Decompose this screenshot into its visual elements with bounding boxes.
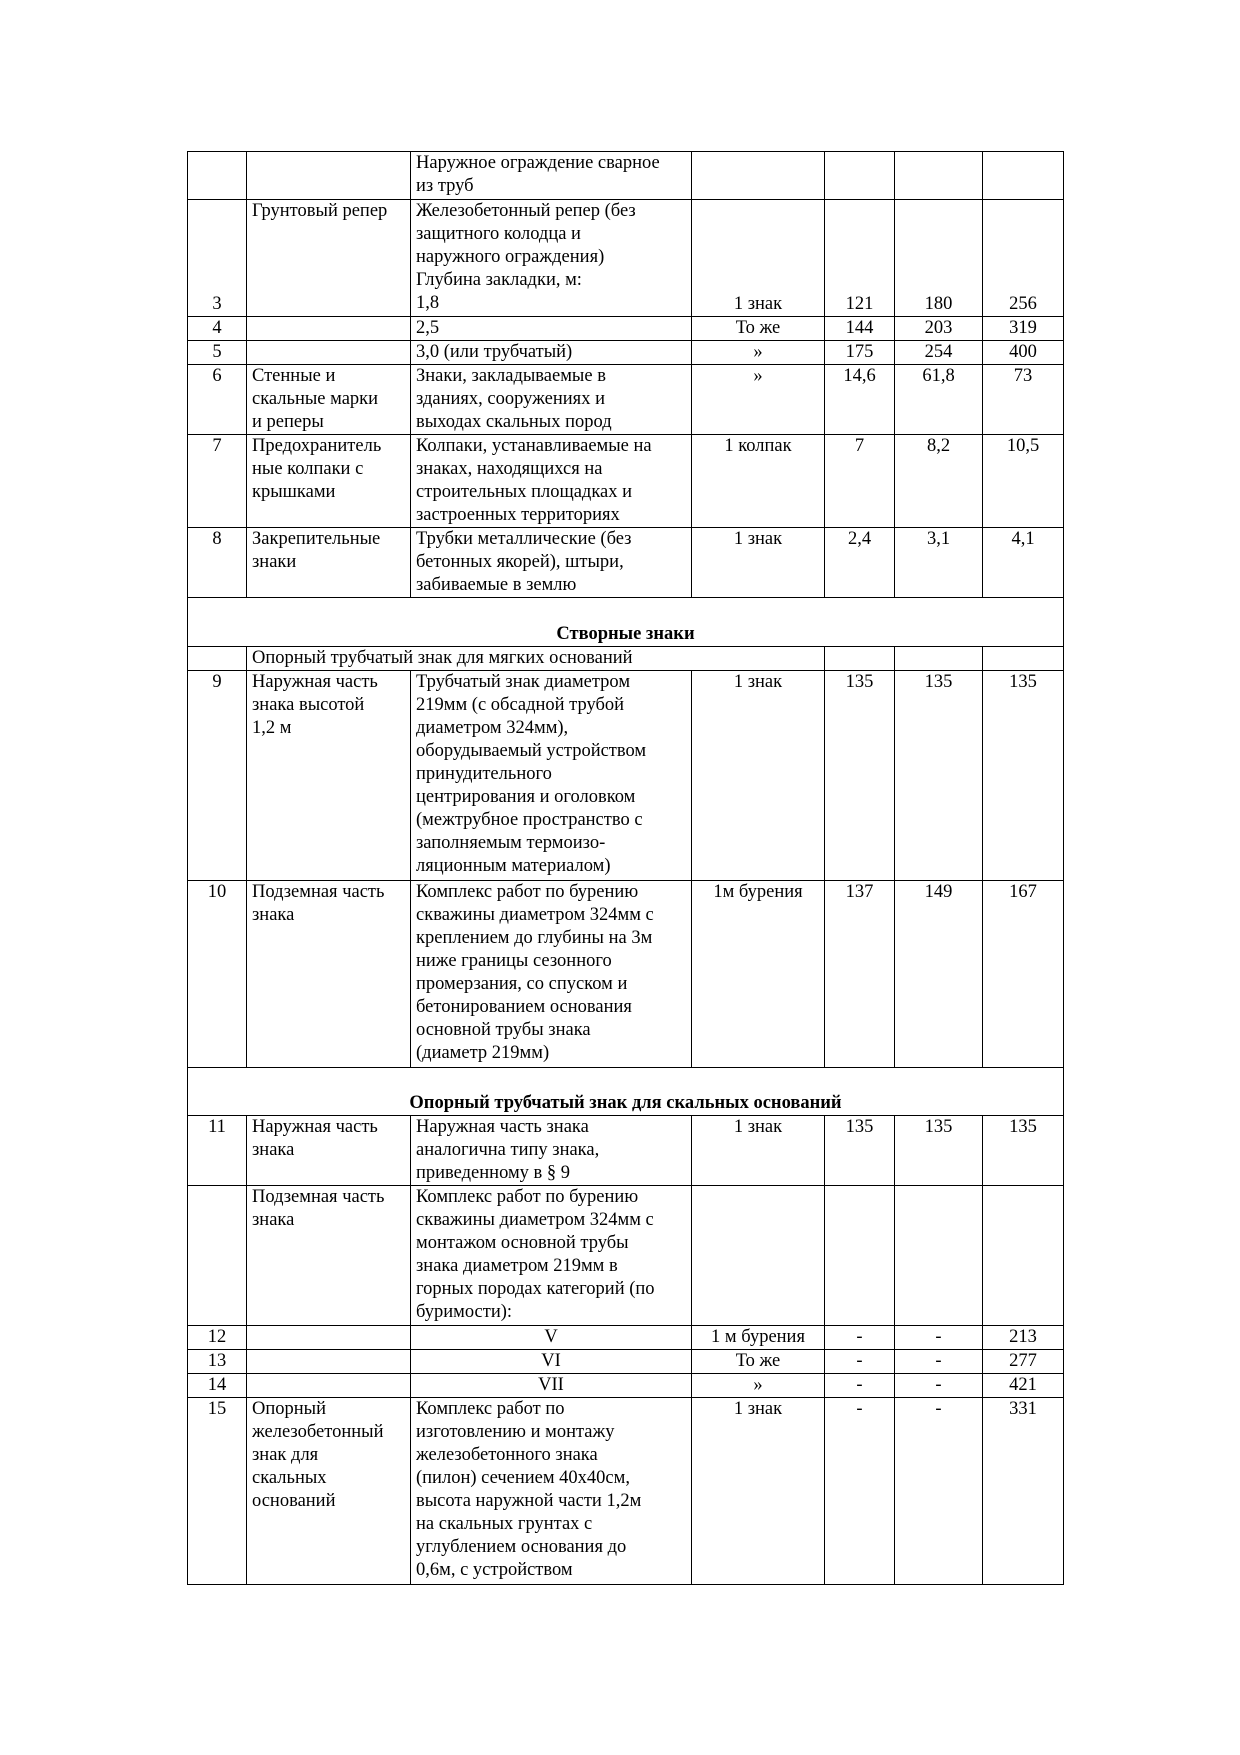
description-cell: Колпаки, устанавливаемые на знаках, находящихся на строительных площадках и застроенных территориях <box>411 435 692 528</box>
unit-cell: 1 колпак <box>692 435 825 528</box>
sign-type-cell: Грунтовый репер <box>247 200 411 317</box>
unit-cell: 1 знак <box>692 671 825 881</box>
unit-cell: 1 знак <box>692 1116 825 1186</box>
description-cell: V <box>411 1326 692 1350</box>
value-1-cell: 14,6 <box>825 365 895 435</box>
sign-type-cell: Наружная часть знака <box>247 1116 411 1186</box>
sign-type-cell: Подземная часть знака <box>247 881 411 1068</box>
value-2-cell: 8,2 <box>895 435 983 528</box>
value-1-cell <box>825 647 895 671</box>
table-row <box>188 671 1064 881</box>
unit-cell: » <box>692 365 825 435</box>
value-1-cell: 175 <box>825 341 895 365</box>
description-cell: Комплекс работ по бурению скважины диаметром 324мм с монтажом основной трубы знака диаметром 219мм в горных породах категорий (по буримости): <box>411 1186 692 1326</box>
value-3-cell: 4,1 <box>983 528 1064 598</box>
value-2-cell: - <box>895 1350 983 1374</box>
row-number-cell: 5 <box>188 341 247 365</box>
value-3-cell: 319 <box>983 317 1064 341</box>
value-1-cell: 2,4 <box>825 528 895 598</box>
value-2-cell <box>895 647 983 671</box>
description-cell: 2,5 <box>411 317 692 341</box>
table-row <box>188 152 1064 200</box>
row-number-cell: 9 <box>188 671 247 881</box>
row-number-cell: 8 <box>188 528 247 598</box>
value-1-cell: 7 <box>825 435 895 528</box>
description-cell: VII <box>411 1374 692 1398</box>
row-number-cell: 15 <box>188 1398 247 1585</box>
table-row <box>188 200 1064 317</box>
row-number-cell <box>188 152 247 200</box>
value-2-cell: 254 <box>895 341 983 365</box>
table-row <box>188 881 1064 1068</box>
description-cell: Трубчатый знак диаметром 219мм (с обсадной трубой диаметром 324мм), оборудываемый устройством принудительного центрирования и оголовком (межтрубное пространство с заполняемым термоизо- ляционным материалом) <box>411 671 692 881</box>
value-3-cell: 277 <box>983 1350 1064 1374</box>
sign-type-cell: Наружная часть знака высотой 1,2 м <box>247 671 411 881</box>
unit-cell: 1м бурения <box>692 881 825 1068</box>
value-3-cell <box>983 152 1064 200</box>
row-number-cell: 13 <box>188 1350 247 1374</box>
table-row <box>188 1398 1064 1585</box>
value-3-cell: 167 <box>983 881 1064 1068</box>
table-row <box>188 435 1064 528</box>
row-number-cell: 14 <box>188 1374 247 1398</box>
value-3-cell: 213 <box>983 1326 1064 1350</box>
sign-type-cell <box>247 1326 411 1350</box>
unit-cell: То же <box>692 1350 825 1374</box>
value-2-cell: 149 <box>895 881 983 1068</box>
description-cell: Комплекс работ по бурению скважины диаметром 324мм с креплением до глубины на 3м ниже границы сезонного промерзания, со спуском и бетонированием основания основной трубы знака (диаметр 219мм) <box>411 881 692 1068</box>
unit-cell: » <box>692 341 825 365</box>
sign-type-cell <box>247 1350 411 1374</box>
value-1-cell: 121 <box>825 200 895 317</box>
table-row <box>188 1116 1064 1186</box>
unit-cell: 1 знак <box>692 200 825 317</box>
sign-type-cell: Закрепительные знаки <box>247 528 411 598</box>
value-1-cell: 135 <box>825 671 895 881</box>
row-number-cell <box>188 647 247 671</box>
description-cell: 3,0 (или трубчатый) <box>411 341 692 365</box>
value-1-cell: 144 <box>825 317 895 341</box>
unit-cell: То же <box>692 317 825 341</box>
subheader-title: Опорный трубчатый знак для мягких оснований <box>247 647 825 671</box>
value-2-cell: - <box>895 1326 983 1350</box>
value-2-cell: 180 <box>895 200 983 317</box>
table-row <box>188 317 1064 341</box>
value-2-cell <box>895 152 983 200</box>
table-row <box>188 1186 1064 1326</box>
section-header-row <box>188 1068 1064 1116</box>
value-1-cell: - <box>825 1398 895 1585</box>
value-2-cell: - <box>895 1374 983 1398</box>
subheader-row <box>188 647 1064 671</box>
rates-table <box>187 151 1064 1585</box>
value-2-cell: 135 <box>895 1116 983 1186</box>
table-row <box>188 365 1064 435</box>
sign-type-cell: Опорный железобетонный знак для скальных оснований <box>247 1398 411 1585</box>
value-3-cell <box>983 647 1064 671</box>
table-row <box>188 341 1064 365</box>
row-number-cell <box>188 1186 247 1326</box>
row-number-cell: 4 <box>188 317 247 341</box>
value-3-cell: 256 <box>983 200 1064 317</box>
row-number-cell: 10 <box>188 881 247 1068</box>
value-3-cell: 331 <box>983 1398 1064 1585</box>
table-row <box>188 1326 1064 1350</box>
unit-cell: 1 м бурения <box>692 1326 825 1350</box>
sign-type-cell <box>247 1374 411 1398</box>
row-number-cell: 6 <box>188 365 247 435</box>
value-2-cell <box>895 1186 983 1326</box>
value-3-cell: 400 <box>983 341 1064 365</box>
value-1-cell: - <box>825 1350 895 1374</box>
section-title: Створные знаки <box>188 598 1064 647</box>
value-2-cell: - <box>895 1398 983 1585</box>
sign-type-cell <box>247 152 411 200</box>
unit-cell: 1 знак <box>692 528 825 598</box>
value-1-cell: 137 <box>825 881 895 1068</box>
value-2-cell: 61,8 <box>895 365 983 435</box>
description-cell: Трубки металлические (без бетонных якорей), штыри, забиваемые в землю <box>411 528 692 598</box>
value-1-cell <box>825 1186 895 1326</box>
value-1-cell <box>825 152 895 200</box>
value-3-cell: 421 <box>983 1374 1064 1398</box>
value-1-cell: - <box>825 1374 895 1398</box>
sign-type-cell: Стенные и скальные марки и реперы <box>247 365 411 435</box>
unit-cell <box>692 1186 825 1326</box>
description-cell: Наружная часть знака аналогична типу знака, приведенному в § 9 <box>411 1116 692 1186</box>
table-row <box>188 528 1064 598</box>
sign-type-cell: Подземная часть знака <box>247 1186 411 1326</box>
unit-cell: » <box>692 1374 825 1398</box>
description-cell: Наружное ограждение сварное из труб <box>411 152 692 200</box>
table-row <box>188 1374 1064 1398</box>
value-3-cell <box>983 1186 1064 1326</box>
value-1-cell: - <box>825 1326 895 1350</box>
value-3-cell: 135 <box>983 1116 1064 1186</box>
description-cell: Железобетонный репер (без защитного колодца и наружного ограждения) Глубина закладки, м: 1,8 <box>411 200 692 317</box>
value-3-cell: 10,5 <box>983 435 1064 528</box>
row-number-cell: 3 <box>188 200 247 317</box>
description-cell: Комплекс работ по изготовлению и монтажу железобетонного знака (пилон) сечением 40х40см, высота наружной части 1,2м на скальных грунтах с углублением основания до 0,6м, с устройством <box>411 1398 692 1585</box>
sign-type-cell: Предохранитель ные колпаки с крышками <box>247 435 411 528</box>
value-2-cell: 3,1 <box>895 528 983 598</box>
value-3-cell: 135 <box>983 671 1064 881</box>
description-cell: Знаки, закладываемые в зданиях, сооружениях и выходах скальных пород <box>411 365 692 435</box>
unit-cell <box>692 152 825 200</box>
sign-type-cell <box>247 341 411 365</box>
value-1-cell: 135 <box>825 1116 895 1186</box>
value-3-cell: 73 <box>983 365 1064 435</box>
section-header-row <box>188 598 1064 647</box>
value-2-cell: 203 <box>895 317 983 341</box>
row-number-cell: 11 <box>188 1116 247 1186</box>
row-number-cell: 12 <box>188 1326 247 1350</box>
sign-type-cell <box>247 317 411 341</box>
description-cell: VI <box>411 1350 692 1374</box>
row-number-cell: 7 <box>188 435 247 528</box>
table-body <box>188 152 1064 1585</box>
unit-cell: 1 знак <box>692 1398 825 1585</box>
value-2-cell: 135 <box>895 671 983 881</box>
section-title: Опорный трубчатый знак для скальных оснований <box>188 1068 1064 1116</box>
table-row <box>188 1350 1064 1374</box>
